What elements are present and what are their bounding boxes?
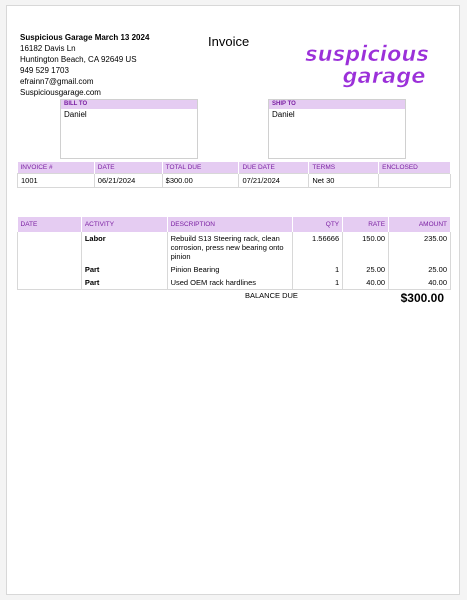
table-row — [18, 263, 451, 276]
company-website: Suspiciousgarage.com — [20, 88, 101, 97]
item-qty: 1 — [293, 263, 343, 276]
items-header: DESCRIPTION — [167, 217, 293, 232]
terms: Net 30 — [309, 174, 379, 188]
meta-header-row — [18, 162, 451, 174]
item-activity: Labor — [81, 232, 167, 263]
company-name: Suspicious Garage March 13 2024 — [20, 33, 150, 42]
item-date — [18, 276, 82, 290]
meta-header: TOTAL DUE — [162, 162, 239, 174]
meta-header: DUE DATE — [239, 162, 309, 174]
invoice-title: Invoice — [208, 34, 250, 49]
item-description: Used OEM rack hardlines — [167, 276, 293, 290]
item-amount: 40.00 — [389, 276, 451, 290]
balance-due-label: BALANCE DUE — [245, 291, 298, 300]
item-description: Rebuild S13 Steering rack, clean corrosion, press new bearing onto pinion — [167, 232, 293, 263]
ship-to-box — [268, 99, 406, 159]
items-header: ACTIVITY — [81, 217, 167, 232]
ship-to-name: Daniel — [272, 110, 295, 119]
company-email: efrainn7@gmail.com — [20, 77, 94, 86]
invoice-page — [6, 5, 460, 595]
meta-header: INVOICE # — [18, 162, 95, 174]
invoice-meta-table — [17, 162, 451, 188]
company-address-line1: 16182 Davis Ln — [20, 44, 76, 53]
item-activity: Part — [81, 276, 167, 290]
bill-to-label: BILL TO — [61, 100, 197, 109]
item-rate: 25.00 — [343, 263, 389, 276]
items-header: RATE — [343, 217, 389, 232]
logo-line2: garage — [342, 64, 426, 88]
items-header: AMOUNT — [389, 217, 451, 232]
item-date — [18, 232, 82, 263]
bill-to-name: Daniel — [64, 110, 87, 119]
item-qty: 1 — [293, 276, 343, 290]
items-header: DATE — [18, 217, 82, 232]
item-amount: 25.00 — [389, 263, 451, 276]
company-logo — [292, 39, 442, 91]
items-header: QTY — [293, 217, 343, 232]
item-rate: 40.00 — [343, 276, 389, 290]
company-phone: 949 529 1703 — [20, 66, 69, 75]
invoice-date: 06/21/2024 — [94, 174, 162, 188]
item-date — [18, 263, 82, 276]
line-items-table — [17, 217, 451, 290]
items-header-row — [18, 217, 451, 232]
logo-line1: suspicious — [305, 42, 429, 66]
item-qty: 1.56666 — [293, 232, 343, 263]
bill-to-box — [60, 99, 198, 159]
total-due: $300.00 — [162, 174, 239, 188]
company-info — [20, 32, 149, 98]
item-rate: 150.00 — [343, 232, 389, 263]
table-row — [18, 232, 451, 263]
balance-due-value: $300.00 — [400, 291, 444, 305]
meta-header: DATE — [94, 162, 162, 174]
due-date: 07/21/2024 — [239, 174, 309, 188]
item-amount: 235.00 — [389, 232, 451, 263]
invoice-number: 1001 — [18, 174, 95, 188]
company-address-line2: Huntington Beach, CA 92649 US — [20, 55, 137, 64]
enclosed — [379, 174, 451, 188]
meta-value-row — [18, 174, 451, 188]
item-description: Pinion Bearing — [167, 263, 293, 276]
ship-to-label: SHIP TO — [269, 100, 405, 109]
item-activity: Part — [81, 263, 167, 276]
table-row — [18, 276, 451, 290]
meta-header: ENCLOSED — [379, 162, 451, 174]
meta-header: TERMS — [309, 162, 379, 174]
